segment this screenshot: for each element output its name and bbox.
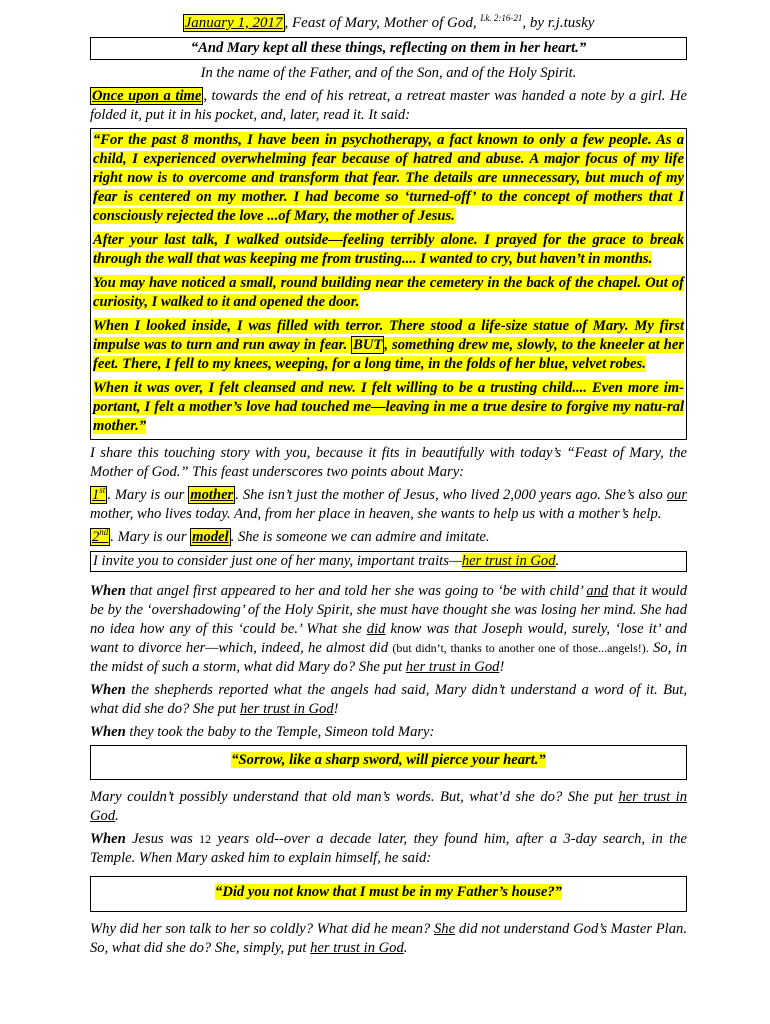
simeon-quote: “Sorrow, like a sharp sword, will pierce your heart.” bbox=[231, 752, 546, 768]
jesus-quote: “Did you not know that I must be in my Father’s house?” bbox=[215, 884, 562, 900]
scripture-reference: Lk. 2:16-21 bbox=[480, 13, 523, 23]
intro-text: , towards the end of his retreat, a retreat master was handed a note by a girl. He folded it, put it in his pocket, and, later, read it. It said: bbox=[90, 88, 687, 123]
annunciation-paragraph: When that angel first appeared to her and told her she was going to ‘be with child’ and that it would be by the ‘overshadowing’ of the Holy Spirit, she must have thought she was losing her mind. She had no idea how any of this ‘could be.’ What she did know was that Joseph would, surely, ‘lose it’ and want to divorce her—which, indeed, he almost did (but didn’t, thanks to another one of those...angels!). So, in the midst of such a storm, what did Mary do? She put her trust in God! bbox=[90, 583, 687, 675]
invite-text: I invite you to consider just one of her many, important traits—her trust in God. bbox=[93, 553, 560, 569]
point-number: 1st bbox=[92, 485, 106, 503]
author: , by r.j.tusky bbox=[522, 15, 595, 31]
temple-paragraph: When they took the baby to the Temple, Simeon told Mary: bbox=[90, 724, 435, 740]
mary-couldnt-paragraph: Mary couldn’t possibly understand that old man’s words. But, what’d she do? She put her trust in God. bbox=[90, 789, 687, 824]
theme-quote: “And Mary kept all these things, reflecting on them in her heart.” bbox=[190, 40, 587, 56]
letter-paragraph: When I looked inside, I was filled with terror. There stood a life-size statue of Mary. My first impulse was to turn and run away in fear. BUT , something drew me, slowly, to the kneeler at her feet. There, I fell to my knees, weeping, for a long time, in the folds of her blue, velvet robes. bbox=[93, 318, 685, 372]
but-word: BUT bbox=[353, 337, 383, 353]
letter-paragraph: You may have noticed a small, round building near the cemetery in the back of the chapel. Out of curiosity, I walked to it and opened the door. bbox=[93, 275, 684, 310]
jesus-quote-box bbox=[90, 876, 687, 912]
point-two: 2nd . Mary is our model . She is someone we can admire and imitate. bbox=[92, 527, 490, 545]
finding-in-temple-paragraph: When Jesus was 12 years old--over a decade later, they found him, after a 3-day search, in the Temple. When Mary asked him to explain himself, he said: bbox=[90, 831, 687, 866]
point-number: 2nd bbox=[92, 527, 109, 545]
final-paragraph: Why did her son talk to her so coldly? What did he mean? She did not understand God’s Master Plan. So, what did she do? She, simply, put her trust in God. bbox=[90, 921, 687, 956]
invite-box bbox=[90, 551, 687, 572]
letter-paragraph: After your last talk, I walked outside—feeling terribly alone. I prayed for the grace to break through the wall that was keeping me from trusting.... I wanted to cry, but haven’t in months. bbox=[93, 232, 684, 267]
sermon-page bbox=[90, 14, 687, 958]
intro-paragraph bbox=[90, 87, 687, 125]
simeon-quote-box bbox=[90, 745, 687, 780]
shepherds-paragraph: When the shepherds reported what the angels had said, Mary didn’t understand a word of it. But, what did she do? She put her trust in God! bbox=[90, 682, 687, 717]
intro-opening: Once upon a time bbox=[92, 88, 202, 104]
sermon-date: January 1, 2017 bbox=[184, 15, 283, 31]
header-line bbox=[90, 14, 687, 33]
invocation: In the name of the Father, and of the Son, and of the Holy Spirit. bbox=[200, 65, 577, 81]
trust-phrase: her trust in God bbox=[310, 940, 404, 956]
feast-title: , Feast of Mary, Mother of God, bbox=[284, 15, 481, 31]
trust-phrase: her trust in God bbox=[405, 659, 500, 675]
letter-paragraph: When it was over, I felt cleansed and new. I felt willing to be a trusting child.... Even more im-portant, I felt a mother’s love had touched me—leaving in me a true desire to forgive my natu-ral mother.” bbox=[93, 380, 684, 434]
theme-quote-box bbox=[90, 37, 687, 60]
letter-paragraph: “For the past 8 months, I have been in psychotherapy, a fact known to only a few people. As a child, I experienced overwhelming fear because of hatred and abuse. A major focus of my life right now is to overcome and transform that fear. The details are unnecessary, but much of my fear is centered on my mother. I had become so ‘turned-off’ to the concept of mothers that I consciously rejected the love ...of Mary, the mother of Jesus. bbox=[93, 132, 684, 224]
trust-phrase: her trust in God bbox=[461, 553, 556, 569]
point-one: 1st . Mary is our mother . She isn’t just the mother of Jesus, who lived 2,000 years ago. She’s also our mother, who lives today. And, from her place in heaven, she wants to help us with a mother’s help. bbox=[90, 485, 687, 522]
point-keyword: mother bbox=[190, 487, 234, 503]
share-paragraph: I share this touching story with you, because it fits in beautifully with today’s “Feast of Mary, the Mother of God.” This feast underscores two points about Mary: bbox=[90, 445, 687, 480]
trust-phrase: her trust in God bbox=[240, 701, 334, 717]
trust-phrase: her trust in God bbox=[90, 789, 687, 824]
point-keyword: model bbox=[192, 529, 229, 545]
letter-box bbox=[90, 128, 687, 440]
